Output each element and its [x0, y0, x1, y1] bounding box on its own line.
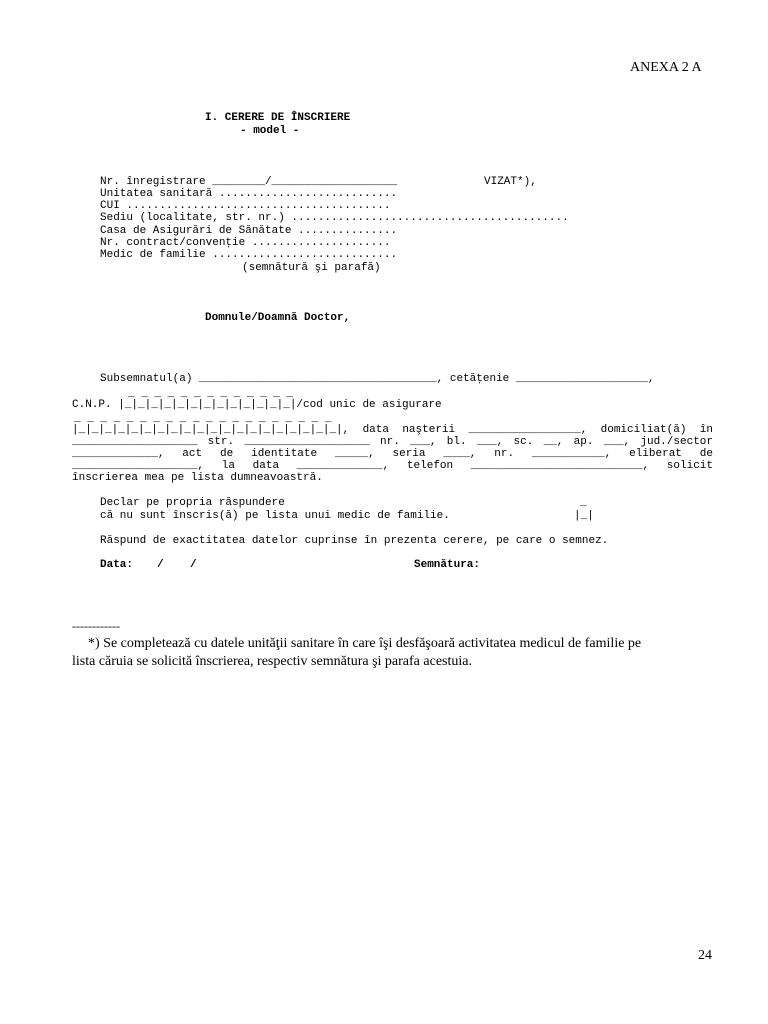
vizat-label: VIZAT*), — [484, 176, 537, 188]
date-value: / / — [157, 559, 197, 571]
page-number: 24 — [698, 948, 712, 963]
insurance-code-line: |_|_|_|_|_|_|_|_|_|_|_|_|_|_|_|_|_|_|_|_|, data naşterii _________________, domiciliat(ă) în — [72, 424, 713, 436]
date-label: Data: — [100, 559, 134, 571]
cnp-line: C.N.P. |_|_|_|_|_|_|_|_|_|_|_|_|_|/cod unic de asigurare — [72, 399, 442, 411]
declaration-checkbox[interactable]: |_| — [574, 510, 594, 522]
form-subtitle: - model - — [240, 125, 300, 137]
signature-label: Semnătura: — [414, 559, 481, 571]
request-final-line: înscrierea mea pe lista dumneavoastră. — [72, 472, 323, 484]
responsibility-statement: Răspund de exactitatea datelor cuprinse în prezenta cerere, pe care o semnez. — [100, 535, 609, 547]
insurance-house-field: Casa de Asigurări de Sănătate ............... — [100, 225, 398, 237]
footnote-line-2: lista căruia se solicită înscrierea, respectiv semnătura şi parafa acestuia. — [72, 654, 472, 669]
footnote-line-1: *) Se completează cu datele unităţii sanitare în care îşi desfăşoară activitatea medicul de familie pe — [88, 636, 642, 651]
declaration-line-1: Declar pe propria răspundere — [100, 497, 285, 509]
cnp-boxes-top: _ _ _ _ _ _ _ _ _ _ _ _ _ — [128, 388, 294, 400]
checkbox-top: _ — [580, 497, 587, 509]
form-title: I. CERERE DE ÎNSCRIERE — [205, 112, 351, 124]
cui-field: CUI ........................................ — [100, 200, 391, 212]
issue-date-line: ___________________, la data _____________, telefon __________________________, solicit — [72, 460, 713, 472]
insurance-code-boxes-top: _ _ _ _ _ _ _ _ _ _ _ _ _ _ _ _ _ _ _ _ — [74, 413, 332, 425]
headquarters-field: Sediu (localitate, str. nr.) .......................................... — [100, 212, 569, 224]
registration-number-field: Nr. înregistrare ________/___________________ — [100, 176, 398, 188]
declaration-line-2: că nu sunt înscris(ă) pe lista unui medic de familie. — [100, 510, 450, 522]
footnote-separator: ------------ — [72, 619, 120, 633]
medical-unit-field: Unitatea sanitară ........................... — [100, 188, 398, 200]
signature-stamp-note: (semnătură şi parafă) — [242, 262, 381, 274]
annex-label: ANEXA 2 A — [630, 60, 702, 75]
identity-document-line: _____________, act de identitate _____, seria ____, nr. ___________, eliberat de — [72, 448, 713, 460]
family-doctor-field: Medic de familie ............................ — [100, 249, 398, 261]
address-line: ___________________ str. ___________________ nr. ___, bl. ___, sc. __, ap. ___, jud./sector — [72, 436, 713, 448]
contract-number-field: Nr. contract/convenţie ..................... — [100, 237, 391, 249]
salutation: Domnule/Doamnă Doctor, — [205, 312, 351, 324]
undersigned-line: Subsemnatul(a) ____________________________________, cetăţenie ____________________, — [100, 373, 655, 385]
